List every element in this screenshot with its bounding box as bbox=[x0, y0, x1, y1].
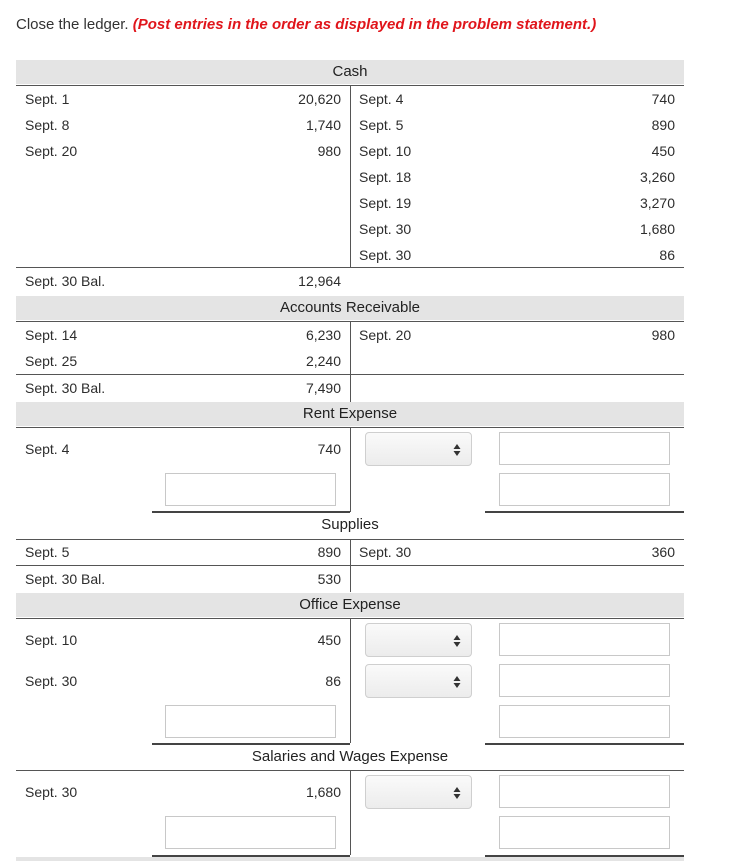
office-balance-input-credit[interactable] bbox=[499, 705, 670, 738]
supplies-debit-amount: 890 bbox=[317, 544, 341, 560]
office-debit-double-rule bbox=[152, 743, 350, 745]
up-down-arrows-icon bbox=[453, 675, 461, 689]
cash-title: Cash bbox=[332, 63, 368, 80]
cash-credit-date: Sept. 18 bbox=[359, 169, 412, 185]
ar-credit-date: Sept. 20 bbox=[359, 327, 412, 343]
cash-t-divider bbox=[350, 85, 351, 267]
cash-credit-amount: 1,680 bbox=[639, 221, 675, 237]
up-down-arrows-icon bbox=[453, 634, 461, 648]
instructions bbox=[16, 16, 596, 33]
cash-debit-amount: 1,740 bbox=[305, 117, 341, 133]
supplies-total-rule bbox=[16, 565, 684, 566]
office-debit-amount: 450 bbox=[317, 632, 341, 648]
salaries-balance-input-credit[interactable] bbox=[499, 816, 670, 849]
cash-total-rule bbox=[16, 267, 684, 268]
rent-debit-double-rule bbox=[152, 511, 350, 513]
rent-credit-double-rule bbox=[485, 511, 684, 513]
rent-credit-amount-input[interactable] bbox=[499, 432, 670, 465]
office-debit-date: Sept. 10 bbox=[25, 632, 78, 648]
cash-debit-date: Sept. 20 bbox=[25, 143, 78, 159]
ar-debit-amount: 2,240 bbox=[305, 353, 341, 369]
cash-credit-amount: 890 bbox=[651, 117, 675, 133]
supplies-title: Supplies bbox=[321, 516, 379, 533]
cash-credit-amount: 3,260 bbox=[639, 169, 675, 185]
cash-debit-amount: 20,620 bbox=[298, 91, 341, 107]
supplies-credit-amount: 360 bbox=[651, 544, 675, 560]
ar-t-divider bbox=[350, 321, 351, 402]
rent-debit-date: Sept. 4 bbox=[25, 441, 70, 457]
cash-credit-date: Sept. 19 bbox=[359, 195, 412, 211]
office-balance-input[interactable] bbox=[165, 705, 336, 738]
ar-balance-label: Sept. 30 Bal. bbox=[25, 380, 106, 396]
cash-credit-amount: 740 bbox=[651, 91, 675, 107]
rent-balance-input-credit[interactable] bbox=[499, 473, 670, 506]
cash-credit-amount: 86 bbox=[659, 247, 675, 263]
salaries-credit-account-select[interactable] bbox=[365, 775, 472, 809]
ar-debit-amount: 6,230 bbox=[305, 327, 341, 343]
ar-debit-date: Sept. 25 bbox=[25, 353, 78, 369]
rent-credit-account-select[interactable] bbox=[365, 432, 472, 466]
up-down-arrows-icon bbox=[453, 786, 461, 800]
ar-total-rule bbox=[16, 374, 684, 375]
cash-debit-amount: 980 bbox=[317, 143, 341, 159]
salaries-debit-date: Sept. 30 bbox=[25, 784, 78, 800]
cash-credit-date: Sept. 30 bbox=[359, 247, 412, 263]
cash-balance-label: Sept. 30 Bal. bbox=[25, 273, 106, 289]
instructions-emphasis: (Post entries in the order as displayed in the problem statement.) bbox=[132, 16, 597, 33]
ar-credit-amount: 980 bbox=[651, 327, 675, 343]
cash-credit-date: Sept. 5 bbox=[359, 117, 404, 133]
rent-title: Rent Expense bbox=[302, 405, 398, 422]
cash-balance-amount: 12,964 bbox=[298, 273, 341, 289]
salaries-balance-input[interactable] bbox=[165, 816, 336, 849]
cash-credit-date: Sept. 4 bbox=[359, 91, 404, 107]
office-credit-amount-input[interactable] bbox=[499, 664, 670, 697]
supplies-balance-amount: 530 bbox=[317, 571, 341, 587]
salaries-credit-amount-input[interactable] bbox=[499, 775, 670, 808]
next-header-band bbox=[16, 857, 684, 861]
office-t-divider bbox=[350, 618, 351, 743]
supplies-credit-date: Sept. 30 bbox=[359, 544, 412, 560]
up-down-arrows-icon bbox=[453, 443, 461, 457]
salaries-debit-amount: 1,680 bbox=[305, 784, 341, 800]
office-credit-double-rule bbox=[485, 743, 684, 745]
rent-debit-amount: 740 bbox=[317, 441, 341, 457]
supplies-debit-date: Sept. 5 bbox=[25, 544, 70, 560]
salaries-t-divider bbox=[350, 770, 351, 855]
office-title: Office Expense bbox=[299, 596, 401, 613]
rent-t-divider bbox=[350, 427, 351, 512]
instructions-text: Close the ledger. bbox=[16, 16, 129, 33]
office-credit-amount-input[interactable] bbox=[499, 623, 670, 656]
salaries-title: Salaries and Wages Expense bbox=[251, 748, 449, 765]
cash-debit-date: Sept. 8 bbox=[25, 117, 70, 133]
office-credit-account-select[interactable] bbox=[365, 623, 472, 657]
ar-debit-date: Sept. 14 bbox=[25, 327, 78, 343]
supplies-balance-label: Sept. 30 Bal. bbox=[25, 571, 106, 587]
office-debit-amount: 86 bbox=[325, 673, 341, 689]
cash-credit-amount: 450 bbox=[651, 143, 675, 159]
cash-debit-date: Sept. 1 bbox=[25, 91, 70, 107]
ar-balance-amount: 7,490 bbox=[305, 380, 341, 396]
rent-balance-input[interactable] bbox=[165, 473, 336, 506]
office-credit-account-select[interactable] bbox=[365, 664, 472, 698]
cash-credit-amount: 3,270 bbox=[639, 195, 675, 211]
ar-title: Accounts Receivable bbox=[279, 299, 421, 316]
cash-credit-date: Sept. 30 bbox=[359, 221, 412, 237]
cash-credit-date: Sept. 10 bbox=[359, 143, 412, 159]
office-debit-date: Sept. 30 bbox=[25, 673, 78, 689]
